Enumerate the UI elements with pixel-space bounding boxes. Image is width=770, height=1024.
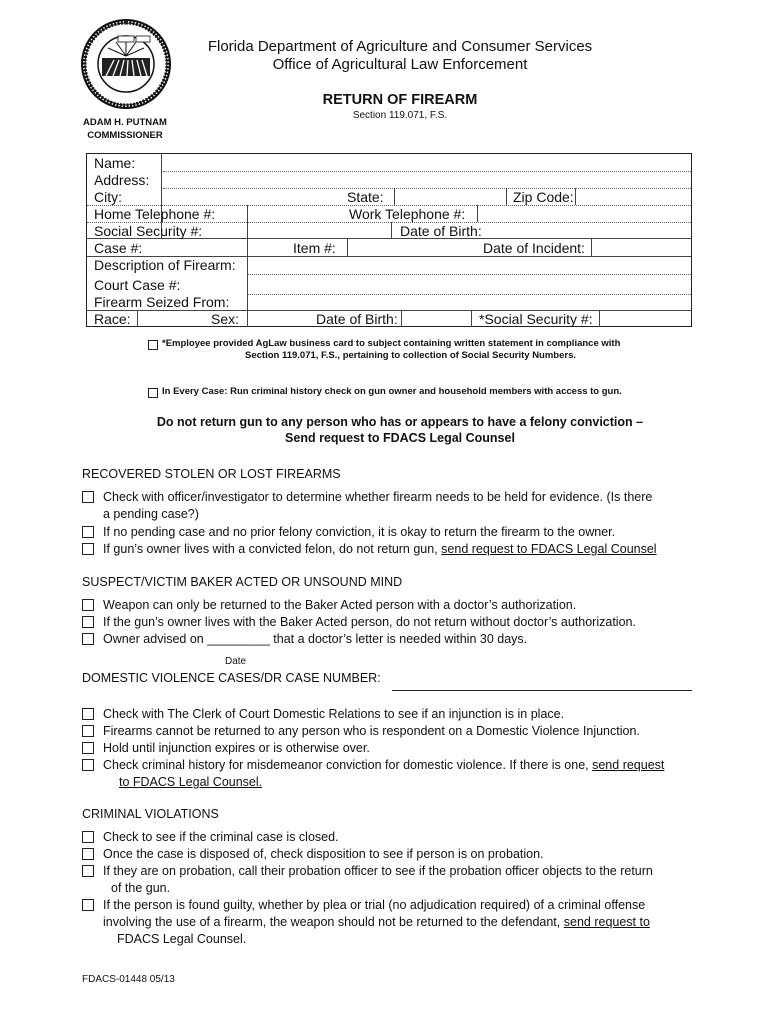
list-item-continued: of the gun.: [111, 881, 171, 895]
name-field[interactable]: [167, 155, 687, 171]
sex-field[interactable]: [251, 311, 301, 327]
commissioner-name: ADAM H. PUTNAM: [83, 117, 167, 128]
legal-counsel-link: send request to: [563, 915, 650, 929]
item-field[interactable]: [351, 240, 471, 256]
race-field[interactable]: [141, 311, 207, 327]
list-item: If they are on probation, call their probation officer to see if the probation officer objects to the return: [82, 863, 702, 880]
domestic-check-2[interactable]: [82, 725, 94, 737]
every-case-checkbox[interactable]: [148, 388, 158, 398]
list-item-continued: a pending case?): [103, 507, 199, 521]
dob2-field[interactable]: [405, 311, 465, 327]
department-seal-icon: [80, 18, 172, 110]
dob-label: Date of Birth:: [400, 223, 482, 239]
home-phone-label: Home Telephone #:: [94, 206, 216, 222]
ssn2-label: *Social Security #:: [479, 311, 593, 327]
baker-check-1[interactable]: [82, 599, 94, 611]
legal-counsel-link: send request: [592, 758, 665, 772]
employee-card-checkbox[interactable]: [148, 340, 158, 350]
owner-info-form: [86, 153, 692, 327]
domestic-section-heading: DOMESTIC VIOLENCE CASES/DR CASE NUMBER:: [82, 671, 381, 685]
domestic-check-1[interactable]: [82, 708, 94, 720]
date-caption: Date: [225, 656, 247, 667]
ssn2-field[interactable]: [603, 311, 689, 327]
list-item: Owner advised on _________ that a doctor’s letter is needed within 30 days.: [82, 631, 702, 648]
list-item: Check with officer/investigator to determine whether firearm needs to be held for evidence. (Is there: [82, 489, 702, 506]
legal-counsel-link: send request to FDACS Legal Counsel: [441, 542, 657, 556]
every-case-note: In Every Case: Run criminal history check on gun owner and household members with access to gun.: [162, 386, 622, 397]
employee-note-line1: *Employee provided AgLaw business card to subject containing written statement in compliance with: [162, 338, 621, 349]
list-item: Hold until injunction expires or is otherwise over.: [82, 740, 702, 757]
work-phone-label: Work Telephone #:: [349, 206, 466, 222]
stolen-section-heading: RECOVERED STOLEN OR LOST FIREARMS: [82, 467, 341, 481]
baker-check-3[interactable]: [82, 633, 94, 645]
stolen-check-3[interactable]: [82, 543, 94, 555]
legal-counsel-link-continued: to FDACS Legal Counsel.: [119, 775, 263, 789]
court-case-label: Court Case #:: [94, 277, 181, 293]
case-label: Case #:: [94, 240, 143, 256]
stolen-check-2[interactable]: [82, 526, 94, 538]
criminal-check-4[interactable]: [82, 899, 94, 911]
baker-check-2[interactable]: [82, 616, 94, 628]
felony-warning-line1: Do not return gun to any person who has or appears to have a felony conviction –: [156, 415, 644, 429]
list-item: If the person is found guilty, whether by plea or trial (no adjudication required) of a criminal offense: [82, 897, 702, 914]
list-item: If gun’s owner lives with a convicted felon, do not return gun, send request to FDACS Legal Counsel: [82, 541, 702, 558]
zip-label: Zip Code:: [513, 189, 574, 205]
address-label: Address:: [94, 172, 150, 188]
list-item: Firearms cannot be returned to any person who is respondent on a Domestic Violence Injunction.: [82, 723, 702, 740]
list-item-continued: involving the use of a firearm, the weapon should not be returned to the defendant, send request to: [103, 915, 650, 929]
zip-field[interactable]: [579, 189, 689, 205]
list-item: If the gun’s owner lives with the Baker Acted person, do not return without doctor’s authorization.: [82, 614, 702, 631]
criminal-check-2[interactable]: [82, 848, 94, 860]
description-label: Description of Firearm:: [94, 257, 236, 273]
list-item: Check with The Clerk of Court Domestic Relations to see if an injunction is in place.: [82, 706, 702, 723]
seized-from-field[interactable]: [251, 294, 687, 310]
list-item: Weapon can only be returned to the Baker Acted person with a doctor’s authorization.: [82, 597, 702, 614]
race-label: Race:: [94, 311, 131, 327]
list-item: Check criminal history for misdemeanor conviction for domestic violence. If there is one, send request: [82, 757, 702, 774]
city-field[interactable]: [167, 189, 337, 205]
criminal-check-3[interactable]: [82, 865, 94, 877]
description-field[interactable]: [251, 257, 687, 273]
felony-warning-line2: Send request to FDACS Legal Counsel: [285, 431, 515, 445]
incident-date-label: Date of Incident:: [483, 240, 585, 256]
stolen-check-1[interactable]: [82, 491, 94, 503]
city-label: City:: [94, 189, 122, 205]
state-label: State:: [347, 189, 384, 205]
dr-case-number-field[interactable]: [392, 690, 692, 691]
domestic-check-3[interactable]: [82, 742, 94, 754]
state-field[interactable]: [397, 189, 497, 205]
home-phone-field[interactable]: [251, 206, 341, 222]
case-field[interactable]: [167, 240, 277, 256]
ssn-label: Social Security #:: [94, 223, 203, 239]
list-item: Check to see if the criminal case is closed.: [82, 829, 702, 846]
ssn-field[interactable]: [251, 223, 391, 238]
office-name: Office of Agricultural Law Enforcement: [272, 56, 528, 73]
commissioner-title: COMMISSIONER: [87, 130, 163, 141]
dob-field[interactable]: [487, 223, 687, 238]
list-item-continued: FDACS Legal Counsel.: [117, 932, 247, 946]
department-name: Florida Department of Agriculture and Consumer Services: [207, 38, 593, 55]
item-label: Item #:: [293, 240, 336, 256]
incident-date-field[interactable]: [595, 240, 689, 256]
domestic-check-4[interactable]: [82, 759, 94, 771]
criminal-section-heading: CRIMINAL VIOLATIONS: [82, 807, 219, 821]
list-item: If no pending case and no prior felony conviction, it is okay to return the firearm to the owner.: [82, 524, 702, 541]
work-phone-field[interactable]: [481, 206, 686, 222]
court-case-field[interactable]: [251, 277, 687, 293]
criminal-check-1[interactable]: [82, 831, 94, 843]
form-title: RETURN OF FIREARM: [322, 92, 478, 108]
form-number: FDACS-01448 05/13: [82, 974, 175, 985]
seized-from-label: Firearm Seized From:: [94, 294, 230, 310]
list-item: Once the case is disposed of, check disposition to see if person is on probation.: [82, 846, 702, 863]
employee-note-line2: Section 119.071, F.S., pertaining to collection of Social Security Numbers.: [245, 350, 577, 361]
dob2-label: Date of Birth:: [316, 311, 398, 327]
baker-section-heading: SUSPECT/VICTIM BAKER ACTED OR UNSOUND MIND: [82, 575, 403, 589]
statute-reference: Section 119.071, F.S.: [352, 110, 448, 121]
sex-label: Sex:: [211, 311, 240, 327]
address-field[interactable]: [167, 172, 687, 188]
name-label: Name:: [94, 155, 136, 171]
